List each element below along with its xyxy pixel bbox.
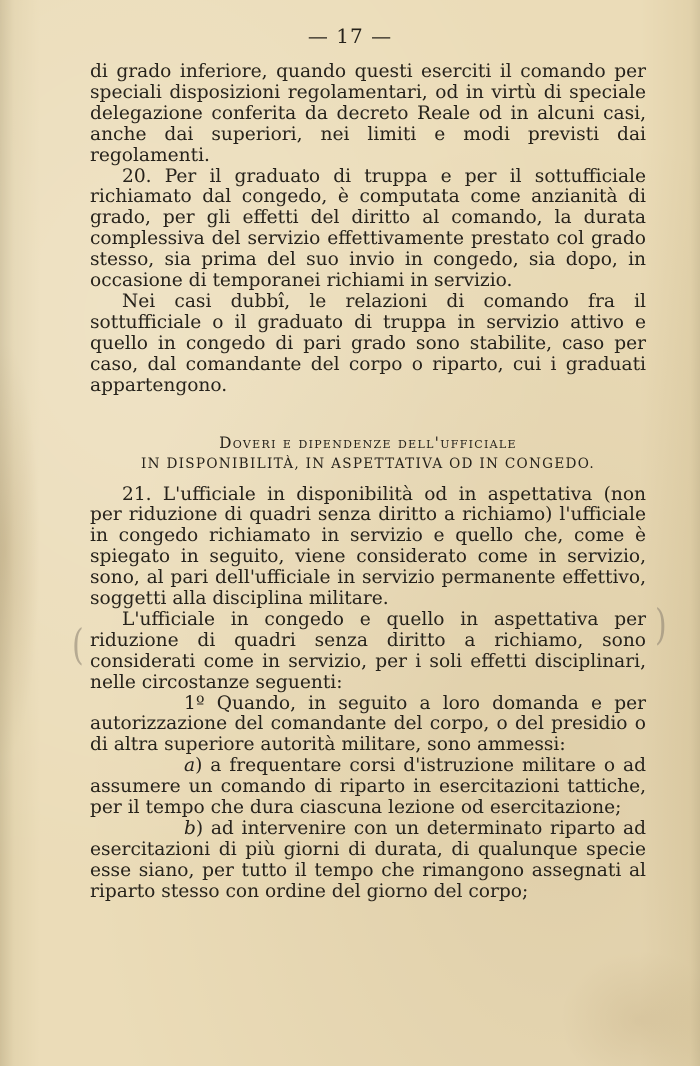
- paper-stain: [560, 950, 700, 1066]
- pencil-mark-right: ): [655, 601, 667, 650]
- paragraph-casi-dubbi: Nei casi dubbî, le relazioni di comando fra il sottufficiale o il graduato di truppa in servizio attivo e quello in congedo di pari grado sono stabilite, caso per caso, dal comandante del corpo o riparto, cui i graduati appartengono.: [90, 290, 646, 396]
- paragraph-20: 20. Per il graduato di truppa e per il sottufficiale richiamato dal congedo, è computata come anzianità di grado, per gli effetti del diritto al comando, la durata complessiva del servizio effettivamente prestato col grado stesso, sia prima del suo invio in congedo, sia dopo, in occasione di temporanei richiami in servizio.: [90, 165, 646, 292]
- list-item-text: ) a frequentare corsi d'istruzione militare o ad assumere un comando di riparto in esercitazioni tattiche, per il tempo che dura ciascuna lezione od esercitazione;: [90, 755, 646, 819]
- list-item-text: ) ad intervenire con un determinato riparto ad esercitazioni di più giorni di durata, di qualunque specie esse siano, per tutto il tempo che rimangono assegnati al riparto stesso con ordine del giorno del corpo;: [90, 818, 646, 902]
- body-text: [90, 62, 646, 903]
- paragraph-point-1: 1º Quando, in seguito a loro domanda e per autorizzazione del comandante del corpo, o del presidio o di altra superiore autorità militare, sono ammessi:: [90, 692, 646, 756]
- pencil-mark-left: (: [72, 621, 84, 670]
- list-item-marker: a: [184, 755, 196, 777]
- section-heading-line-2: IN DISPONIBILITÀ, IN ASPETTATIVA OD IN CONGEDO.: [140, 455, 596, 472]
- page-number: — 17 —: [307, 24, 393, 48]
- list-item-a: [90, 756, 646, 819]
- paragraph-21: 21. L'ufficiale in disponibilità od in aspettativa (non per riduzione di quadri senza diritto a richiamo) l'ufficiale in congedo richiamato in servizio e quello che, come è spiegato in seguito, viene considerato come in servizio, sono, al pari dell'ufficiale in servizio permanente effettivo, soggetti alla disciplina militare.: [90, 483, 646, 610]
- list-item-b: [90, 819, 646, 903]
- section-heading-line-1: Doveri e dipendenze dell'ufficiale: [219, 433, 517, 452]
- paper-stain: [0, 340, 40, 760]
- paragraph-congedo: L'ufficiale in congedo e quello in aspettativa per riduzione di quadri senza diritto a richiamo, sono considerati come in servizio, per i soli effetti disciplinari, nelle circostanze seguenti:: [90, 608, 646, 693]
- list-item-marker: b: [184, 818, 196, 839]
- paragraph-continuation: di grado inferiore, quando questi eserciti il comando per speciali disposizioni regolamentari, od in virtù di speciale delegazione conferita da decreto Reale od in alcuni casi, anche dai superiori, nei limiti e modi previsti dai regolamenti.: [90, 61, 646, 166]
